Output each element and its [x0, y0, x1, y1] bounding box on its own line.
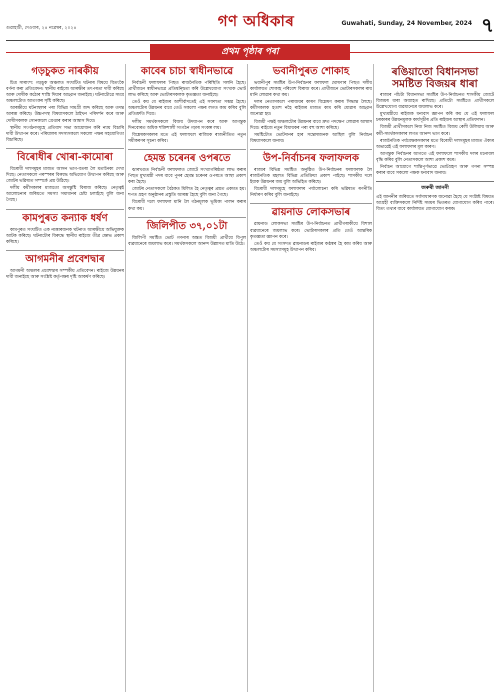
column-divider — [247, 64, 248, 692]
story-divider — [6, 209, 124, 210]
story-paragraph: স্থানীয় সংগঠনসমূহে প্ৰতিবাদ সভা আয়োজন কৰি ন্যায় বিচাৰি দাবী উত্থাপন কৰে। পৰিয়ালৰ সদস্যসকলে সকলো পক্ষৰ সহযোগিতা বিচাৰিছে। — [6, 125, 124, 143]
story-paragraph: সমষ্টিটোত ভোটদানৰ হাৰ সন্তোষজনক আছিল বুলি নিৰ্বাচন বিষয়াসকলে জনায়। — [250, 132, 372, 144]
story-paragraph: বিজয়ী পক্ষই অঞ্চলটোৰ উন্নয়নৰ বাবে দ্ৰুত পদক্ষেপ লোৱাৰ আশ্বাস দিয়ে। ৰাইজে নতুন বিধায়কৰ পৰা বহু আশা কৰিছে। — [250, 119, 372, 131]
header-rule — [6, 40, 494, 41]
story-divider — [250, 203, 372, 204]
story-paragraph: কামপুৰত সংঘটিত এক ন্যক্কাৰজনক ঘটনাত আৰক্ষীয়ে অভিযুক্তক আটক কৰিছে। ঘটনাটোৰ বিৰুদ্ধে স্থানীয় ৰাইজে তীব্ৰ ক্ষোভ প্ৰকাশ কৰিছে। — [6, 227, 124, 245]
page-header — [6, 8, 494, 38]
column-3 — [250, 64, 372, 692]
story-paragraph: চিত্ৰ সাৰাংশ: গড়চুক অঞ্চলত সংঘটিত ঘটনাৰ বিষয়ে বিতংকৈ বৰ্ণনা কৰা প্ৰতিবেদন। স্থানীয় ৰাইজে আৰক্ষীৰ তৎপৰতা দাবী কৰিছে আৰু দোষীক কঠোৰ শাস্তি দিয়াৰ আহ্বান জনাইছে। ঘটনাটোৱে সমগ্ৰ অঞ্চলটোত আতংকৰ সৃষ্টি কৰিছে। — [6, 81, 124, 105]
story-paragraph: বিৰোধী দলে ফলাফল মানি লৈ গঠনমূলক ভূমিকা পালন কৰাৰ কথা কয়। — [128, 200, 246, 212]
column-divider — [125, 64, 126, 692]
story-body — [6, 269, 124, 281]
dateline-english: Guwahati, Sunday, 24 November, 2024 — [341, 20, 472, 27]
story-headline: কামপুৰত কন্যাক ধৰ্ষণ — [22, 212, 108, 224]
news-story — [250, 203, 372, 253]
story-headline: উপ-নিৰ্বাচনৰ ফলাফলক — [263, 152, 359, 164]
story-paragraph: বিৰোধী দলসমূহৰ মাজত আসন ভাগ-বতৰা লৈ মতানৈক্য দেখা দিছে। নেতাসকলে পৰস্পৰৰ বিৰুদ্ধে অভিযোগ উত্থাপন কৰিছে আৰু জোটৰ ভৱিষ্যত সম্পৰ্কে প্ৰশ্ন উঠিছে। — [6, 166, 124, 185]
notice-box — [376, 181, 494, 213]
story-divider — [250, 149, 372, 150]
story-body — [376, 93, 494, 177]
story-body — [128, 168, 246, 213]
story-headline: গড়চুকত নাৰকীয় — [31, 66, 99, 77]
story-headline: ৰঙিয়াতো বিধানসভা সমষ্টিত বিজয়ৰ ধাৰা — [391, 66, 479, 90]
news-story — [6, 66, 124, 144]
story-body — [250, 168, 372, 199]
story-headline: কাবেৰ চাচা স্বাধীনভাৱে — [140, 66, 234, 77]
story-paragraph: ৰাজ্যৰ পাঁচটা বিধানসভা সমষ্টিৰ উপ-নিৰ্বাচনত শাসকীয় জোটে বিজয়ৰ ধাৰা অব্যাহত ৰাখিছে। প্ৰতিটো সমষ্টিতে প্ৰাৰ্থীসকলে উল্লেখযোগ্য ব্যৱধানেৰে জয়লাভ কৰে। — [376, 93, 494, 111]
news-story — [128, 149, 246, 213]
story-paragraph: আগন্তুক নিৰ্বাচনৰ আগতে এই ফলাফলে শাসকীয় দলৰ মনোবল বৃদ্ধি কৰিব বুলি নেতাসকলে আশা প্ৰকাশ কৰে। — [376, 151, 494, 163]
story-paragraph: দলীয় সমৰ্থকসকলে বিজয় উদযাপন কৰে আৰু আগন্তুক দিনবোৰত অধিক শক্তিশালী সংগঠন গঢ়াৰ সংকল্প লয়। — [128, 119, 246, 131]
story-headline: আগমনীৰ প্ৰবেশদ্বাৰ — [25, 253, 105, 265]
news-story — [128, 66, 246, 145]
news-story — [250, 66, 372, 145]
story-paragraph: বিৰোধী দলসমূহে ফলাফলৰ পৰ্যালোচনা কৰি ভৱিষ্যত ৰণনীতি নিৰ্ধাৰণ কৰিব বুলি জনাইছে। — [250, 187, 372, 199]
story-paragraph: ঝাৰখণ্ডত নিৰ্বাচনী ফলাফলত জোটে সংখ্যাগৰিষ্ঠতা লাভ কৰাৰ পিছত মুখ্যমন্ত্ৰী পদৰ বাবে পুনৰ হেমন্ত চৰেনৰ ওপৰতে আস্থা প্ৰকাশ কৰা হৈছে। — [128, 167, 246, 186]
column-2 — [128, 64, 246, 692]
story-paragraph: আৰক্ষীয়ে ঘটনাস্থলৰ পৰা বিভিন্ন সামগ্ৰী জব্দ কৰিছে আৰু তদন্ত আৰম্ভ কৰিছে। উচ্চপদস্থ বিষয়াসকলে ঠাইখন পৰিদৰ্শন কৰে আৰু দোষীসকলক সোনকালে গ্ৰেপ্তাৰ কৰাৰ আশ্বাস দিয়ে। — [6, 106, 124, 124]
story-body — [6, 167, 124, 205]
story-paragraph: বিজয়ী প্ৰাৰ্থীসকলে নিজ নিজ সমষ্টিত বিজয় ৰেলী উলিয়ায় আৰু কৰ্মী-সমৰ্থকসকলৰ লগত আনন্দ ভাগ কৰে। — [376, 125, 494, 137]
story-divider — [128, 149, 246, 150]
story-paragraph: নিৰ্বাচন আয়োগে শান্তিপূৰ্ণভাৱে ভোটগ্ৰহণ আৰু গণনা সম্পন্ন কৰাৰ বাবে সকলো পক্ষক ধন্যবাদ জনায়। — [376, 165, 494, 177]
story-paragraph: ৰাজ্যৰ বিভিন্ন সমষ্টিত অনুষ্ঠিত উপ-নিৰ্বাচনৰ ফলাফলক লৈ ৰাজনৈতিক মহলত বিভিন্ন প্ৰতিক্ৰিয়া প্ৰকাশ পাইছে। শাসকীয় দলে ইয়াক উন্নয়নৰ জয় বুলি অভিহিত কৰিছে। — [250, 167, 372, 186]
story-paragraph: ভবানীপুৰ সমষ্টিৰ উপ-নিৰ্বাচনৰ ফলাফল ঘোষণাৰ পিছত দলীয় কাৰ্যালয়ত শোকাহ পৰিবেশ বিৰাজ কৰে। প্ৰাৰ্থীজনে ভোটাৰসকলৰ ৰায় মানি লোৱাৰ কথা কয়। — [250, 81, 372, 99]
newspaper-masthead: গণ অধিকাৰ — [217, 12, 295, 30]
story-headline: ৱায়নাড লোকসভাৰ — [271, 207, 351, 219]
column-4 — [376, 64, 494, 692]
story-paragraph: ৱায়নাড লোকসভা সমষ্টিৰ উপ-নিৰ্বাচনত প্ৰাৰ্থীগৰাকীয়ে বিশাল ব্যৱধানেৰে জয়লাভ কৰে। ভোটাৰসকলৰ প্ৰতি তেওঁ আন্তৰিক কৃতজ্ঞতা জ্ঞাপন কৰে। — [250, 222, 372, 240]
story-body — [6, 228, 124, 246]
story-body — [128, 236, 246, 248]
story-paragraph: আগমনী অঞ্চলৰ প্ৰবেশদ্বাৰ সম্পৰ্কীয় প্ৰতিবেদন। ৰাইজে উন্নয়নৰ দাবী জনাইছে আৰু সংশ্লিষ্ট কৰ্তৃপক্ষৰ দৃষ্টি আকৰ্ষণ কৰিছে। — [6, 268, 124, 280]
story-divider — [128, 217, 246, 218]
news-story — [6, 209, 124, 246]
story-paragraph: ৰাজনৈতিক পৰ্যবেক্ষকসকলৰ মতে বিৰোধী দলসমূহৰ মাজত ঐক্যৰ অভাৱেই এই ফলাফলৰ মূল কাৰণ। — [376, 138, 494, 150]
story-paragraph: দলীয় কৰ্মীসকলৰ মাজতো অসন্তুষ্টি বিৰাজ কৰিছে। নেতৃত্বই আলোচনাৰ জৰিয়তে সমস্যা সমাধানৰ চেষ্টা চলাইছে বুলি জনা গৈছে। — [6, 186, 124, 204]
story-body — [128, 81, 246, 145]
story-paragraph: জোটৰ নেতাসকলে বৈঠকত মিলিত হৈ নেতৃত্বৰ প্ৰশ্নত একমত হয়। শপত গ্ৰহণ অনুষ্ঠানৰ প্ৰস্তুতি আৰম্ভ হৈছে বুলি জনা গৈছে। — [128, 187, 246, 199]
news-story — [250, 149, 372, 199]
column-1 — [6, 64, 124, 692]
news-story — [376, 66, 494, 177]
story-paragraph: নিৰ্বাচনী ফলাফলৰ পিছত ৰাজনৈতিক পৰিস্থিতি সলনি হৈছে। প্ৰাৰ্থীজনে স্বাধীনভাৱে প্ৰতিদ্বন্দ্বিতা কৰি উল্লেখযোগ্য সংখ্যক ভোট লাভ কৰিছে আৰু ভোটাৰসকলক কৃতজ্ঞতা জনাইছে। — [128, 81, 246, 99]
news-story — [6, 250, 124, 281]
page-number: ৭ — [480, 13, 494, 37]
story-paragraph: তেওঁ কয় যে সংসদত ৱায়নাডৰ ৰাইজৰ কণ্ঠস্বৰ হৈ কাম কৰিব আৰু অঞ্চলটোৰ সমস্যাসমূহ উত্থাপন কৰিব। — [250, 241, 372, 253]
story-paragraph: মুখ্যমন্ত্ৰীয়ে ৰাইজক ধন্যবাদ জ্ঞাপন কৰি কয় যে এই ফলাফল চৰকাৰৰ উন্নয়নমূলক কাৰ্যসূচীৰ প্ৰতি ৰাইজৰ আস্থাৰ প্ৰতিফলন। — [376, 112, 494, 124]
story-body — [250, 81, 372, 145]
story-divider — [6, 148, 124, 149]
column-divider — [373, 64, 374, 692]
story-paragraph: জিলিপী সমষ্টিত ভোট গণনাৰ অন্তত বিজয়ী প্ৰাৰ্থীয়ে বিপুল ব্যৱধানেৰে জয়লাভ কৰে। সমৰ্থকসকলে আনন্দ উল্লাসত মাতি উঠে। — [128, 235, 246, 247]
story-paragraph: তেওঁ কয় যে ৰাইজৰ আশীৰ্বাদতেই এই সফলতা সম্ভৱ হৈছে। অঞ্চলটোৰ উন্নয়নৰ বাবে তেওঁ সকলো পক্ষৰ লগত কাম কৰিব বুলি প্ৰতিশ্ৰুতি দিয়ে। — [128, 100, 246, 118]
section-banner: প্ৰথম পৃষ্ঠাৰ পৰা — [150, 44, 350, 60]
news-story — [6, 148, 124, 205]
story-body — [250, 222, 372, 253]
story-headline: বিৰোধীৰ খোৰা-কামোৰা — [17, 151, 113, 163]
story-headline: ভবানীপুৰত শোকাহ — [272, 66, 350, 77]
dateline-assamese: গুৱাহাটী, দেওবাৰ, ২৪ নৱেম্বৰ, ২০২৪ — [6, 26, 77, 31]
news-story — [128, 217, 246, 248]
story-divider — [6, 250, 124, 251]
story-headline: জিলিপীত ৩৭,০১টা — [146, 220, 228, 232]
story-headline: হেমন্ত চৰেনৰ ওপৰতে — [143, 152, 231, 164]
story-body — [6, 81, 124, 144]
story-paragraph: বিশ্লেষকসকলৰ মতে এই ফলাফলে ৰাজ্যিক ৰাজনীতিত নতুন সমীকৰণৰ সূচনা কৰিব। — [128, 132, 246, 144]
notice-body: এই জাননীৰ জৰিয়তে সৰ্বসাধাৰণক জনোৱা হৈছে যে সংশ্লিষ্ট বিষয়ত আগ্ৰহী ব্যক্তিসকলে নিৰ্দিষ্ট সময়ৰ ভিতৰত যোগাযোগ কৰিব পাৰে। বিতং তথ্যৰ বাবে কাৰ্যালয়ত যোগাযোগ কৰক। — [376, 195, 494, 213]
notice-title: জৰুৰী জাননী — [421, 185, 449, 192]
story-paragraph: দলৰ নেতাসকলে পৰাজয়ৰ কাৰণ বিশ্লেষণ কৰাৰ সিদ্ধান্ত লৈছে। কৰ্মীসকলক হতাশ নহৈ ৰাইজৰ মাজত কাম কৰি যোৱাৰ আহ্বান জনোৱা হয়। — [250, 100, 372, 118]
